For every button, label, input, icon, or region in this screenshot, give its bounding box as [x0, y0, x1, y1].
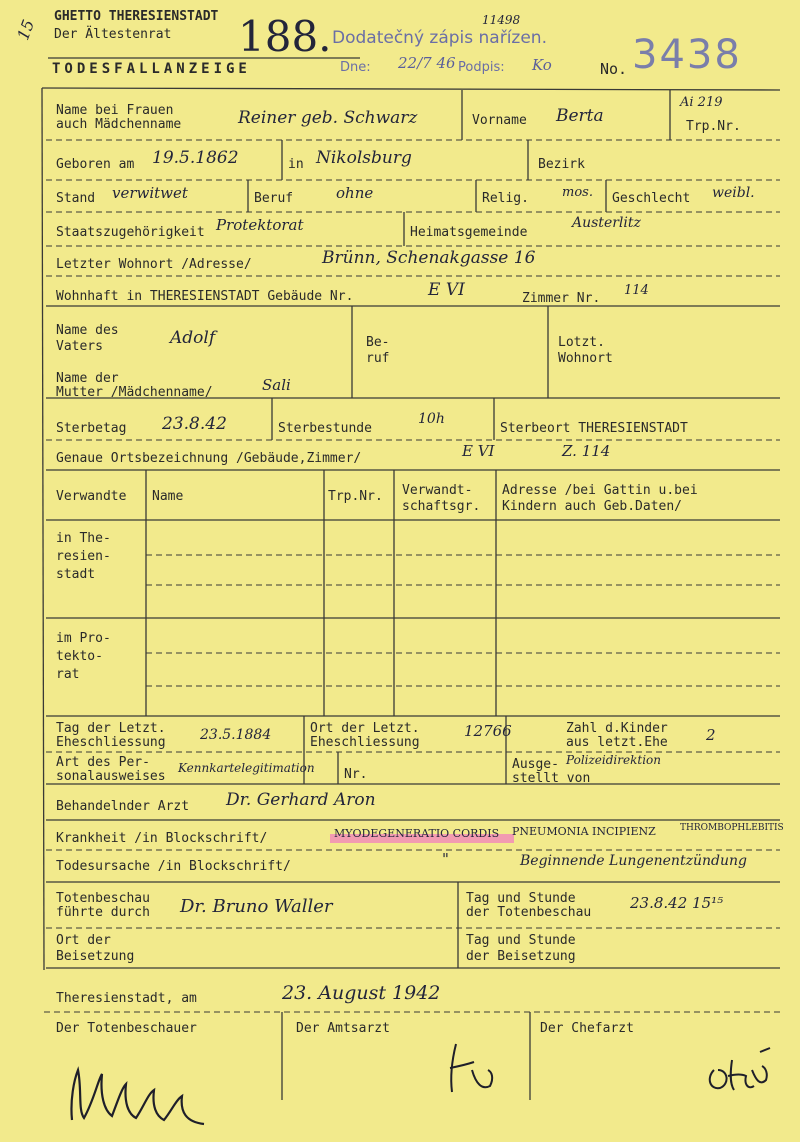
- ehe-tag-value: 23.5.1884: [200, 727, 272, 743]
- lotzt-label-2: Wohnort: [558, 351, 613, 366]
- beruf-label: Beruf: [254, 191, 294, 206]
- in-th-1: in The-: [56, 531, 111, 546]
- top-number: 11498: [482, 13, 521, 27]
- stand-value: verwitwet: [112, 184, 188, 202]
- place-date-label: Theresienstadt, am: [56, 991, 197, 1006]
- beschau-value: Dr. Bruno Waller: [180, 896, 333, 917]
- krankheit-value-1: MYODEGENERATIO CORDIS: [334, 827, 500, 840]
- born-label: Geboren am: [56, 157, 135, 172]
- col-verw-1: Verwandt-: [402, 483, 473, 498]
- zimmer-label: Zimmer Nr.: [522, 291, 601, 306]
- in-pr-2: tekto-: [56, 649, 103, 664]
- sig-chefarzt-label: Der Chefarzt: [540, 1021, 634, 1036]
- krankheit-label: Krankheit /in Blockschrift/: [56, 831, 268, 846]
- ausweis-value: Kennkartelegitimation: [178, 761, 315, 775]
- birthplace-value: Nikolsburg: [316, 148, 412, 168]
- heimat-label: Heimatsgemeinde: [410, 225, 528, 240]
- trp-value: Ai 219: [680, 95, 723, 110]
- letzter-wohnort-label: Letzter Wohnort /Adresse/: [56, 257, 252, 272]
- form-number: 3438: [632, 32, 742, 78]
- bezirk-label: Bezirk: [538, 157, 585, 172]
- mutter-value: Sali: [262, 376, 291, 394]
- sterbestunde-label: Sterbestunde: [278, 421, 372, 436]
- beisetz-tag-label-2: der Beisetzung: [466, 949, 576, 964]
- sig-amtsarzt-label: Der Amtsarzt: [296, 1021, 390, 1036]
- in-label: in: [288, 157, 304, 172]
- vater-value: Adolf: [170, 328, 216, 348]
- geschlecht-label: Geschlecht: [612, 191, 691, 206]
- arzt-value: Dr. Gerhard Aron: [226, 790, 376, 810]
- vater-label-1: Name des: [56, 323, 119, 338]
- lotzt-label-1: Lotzt.: [558, 335, 605, 350]
- ehe-ort-label-2: Eheschliessung: [310, 735, 420, 750]
- genaue-value-1: E VI: [462, 442, 495, 460]
- staat-value: Protektorat: [216, 216, 304, 234]
- sterbestunde-value: 10h: [418, 411, 445, 427]
- ehe-ort-value: 12766: [464, 722, 512, 740]
- wohnhaft-value: E VI: [428, 280, 465, 300]
- stamp-sign-label: Podpis:: [458, 60, 505, 75]
- ausweis-label-1: Art des Per-: [56, 755, 150, 770]
- stamp-sign: Ko: [532, 56, 552, 74]
- mutter-label-1: Name der: [56, 371, 119, 386]
- geschlecht-value: weibl.: [712, 185, 755, 201]
- beschau-tag-label-2: der Totenbeschau: [466, 905, 592, 920]
- register-number: 188.: [238, 12, 332, 61]
- ausgestellt-label-1: Ausge-: [512, 757, 559, 772]
- signature-chefarzt: [700, 1040, 780, 1100]
- beruf-parent-label-1: Be-: [366, 335, 390, 350]
- signature-totenbeschauer: [64, 1040, 214, 1130]
- name-value: Reiner geb. Schwarz: [238, 108, 418, 128]
- col-trp: Trp.Nr.: [328, 489, 383, 504]
- ehe-tag-label-2: Eheschliessung: [56, 735, 166, 750]
- relig-label: Relig.: [482, 191, 529, 206]
- beruf-parent-label-2: ruf: [366, 351, 390, 366]
- ghetto-heading: GHETTO THERESIENSTADT: [54, 9, 219, 24]
- sterbeort-label: Sterbeort THERESIENSTADT: [500, 421, 688, 436]
- born-value: 19.5.1862: [152, 148, 239, 168]
- todesursache-ditto: ": [442, 850, 449, 868]
- sterbetag-value: 23.8.42: [162, 414, 227, 434]
- todesursache-label: Todesursache /in Blockschrift/: [56, 859, 291, 874]
- kinder-label-1: Zahl d.Kinder: [566, 721, 668, 736]
- beisetz-label-2: Beisetzung: [56, 949, 135, 964]
- beschau-label-1: Totenbeschau: [56, 891, 150, 906]
- col-adr-1: Adresse /bei Gattin u.bei: [502, 483, 698, 498]
- in-th-2: resien-: [56, 549, 111, 564]
- beisetz-label-1: Ort der: [56, 933, 111, 948]
- mutter-label-2: Mutter /Mädchenname/: [56, 385, 213, 400]
- beschau-label-2: führte durch: [56, 905, 150, 920]
- genaue-value-2: Z. 114: [562, 442, 611, 460]
- beruf-value: ohne: [336, 184, 374, 202]
- signature-amtsarzt: [442, 1040, 502, 1100]
- number-label: No.: [600, 60, 628, 78]
- name-label-1: Name bei Frauen: [56, 103, 174, 118]
- stand-label: Stand: [56, 191, 96, 206]
- col-adr-2: Kindern auch Geb.Daten/: [502, 499, 683, 514]
- ehe-tag-label-1: Tag der Letzt.: [56, 721, 166, 736]
- stamp-line: Dodatečný zápis nařízen.: [332, 28, 547, 48]
- trp-label: Trp.Nr.: [686, 119, 741, 134]
- sterbetag-label: Sterbetag: [56, 421, 127, 436]
- vorname-label: Vorname: [472, 113, 527, 128]
- nr-label: Nr.: [344, 767, 368, 782]
- beisetz-tag-label-1: Tag und Stunde: [466, 933, 576, 948]
- stamp-date: 22/7 46: [398, 54, 456, 72]
- todesursache-value: Beginnende Lungenentzündung: [520, 853, 747, 869]
- ausgestellt-value: Polizeidirektion: [566, 753, 661, 767]
- genaue-label: Genaue Ortsbezeichnung /Gebäude,Zimmer/: [56, 451, 362, 466]
- col-verw-2: schaftsgr.: [402, 499, 481, 514]
- relig-value: mos.: [562, 185, 593, 200]
- beschau-tag-value: 23.8.42 15¹⁵: [630, 894, 724, 912]
- ausweis-label-2: sonalausweises: [56, 769, 166, 784]
- in-pr-3: rat: [56, 667, 80, 682]
- name-label-2: auch Mädchenname: [56, 117, 182, 132]
- krankheit-value-2: PNEUMONIA INCIPIENZ: [512, 825, 656, 838]
- beschau-tag-label-1: Tag und Stunde: [466, 891, 576, 906]
- heimat-value: Austerlitz: [572, 215, 641, 231]
- col-name: Name: [152, 489, 184, 504]
- place-date-value: 23. August 1942: [282, 982, 441, 1004]
- zimmer-value: 114: [624, 283, 649, 298]
- sig-totenbeschauer-label: Der Totenbeschauer: [56, 1021, 197, 1036]
- stamp-date-label: Dne:: [340, 60, 371, 75]
- ausgestellt-label-2: stellt von: [512, 771, 591, 786]
- form-title: TODESFALLANZEIGE: [52, 61, 251, 77]
- in-th-3: stadt: [56, 567, 96, 582]
- in-pr-1: im Pro-: [56, 631, 111, 646]
- krankheit-value-3: THROMBOPHLEBITIS: [680, 823, 784, 833]
- kinder-value: 2: [706, 726, 716, 744]
- vater-label-2: Vaters: [56, 339, 103, 354]
- staat-label: Staatszugehörigkeit: [56, 225, 205, 240]
- wohnhaft-label: Wohnhaft in THERESIENSTADT Gebäude Nr.: [56, 289, 354, 304]
- vorname-value: Berta: [556, 106, 604, 126]
- col-verwandte: Verwandte: [56, 489, 127, 504]
- letzter-wohnort-value: Brünn, Schenakgasse 16: [322, 248, 536, 268]
- council-heading: Der Ältestenrat: [54, 27, 172, 42]
- arzt-label: Behandelnder Arzt: [56, 799, 190, 814]
- kinder-label-2: aus letzt.Ehe: [566, 735, 668, 750]
- corner-number: 15: [13, 17, 39, 43]
- ehe-ort-label-1: Ort der Letzt.: [310, 721, 420, 736]
